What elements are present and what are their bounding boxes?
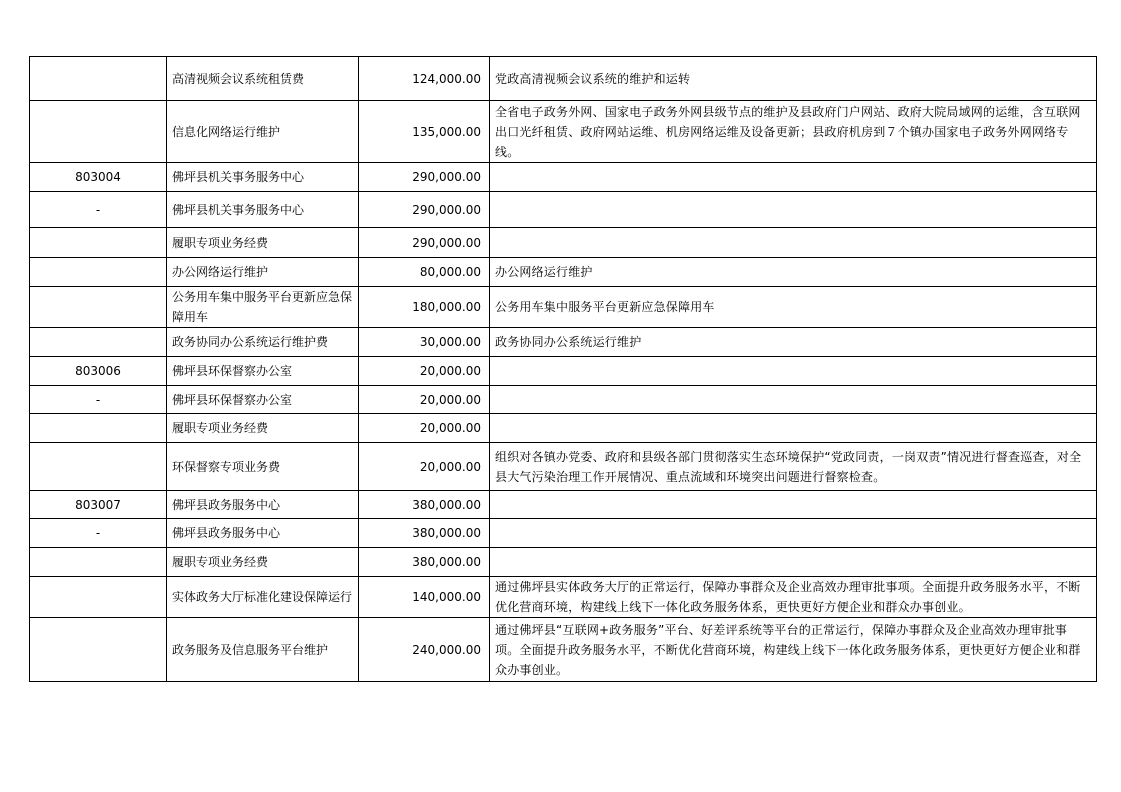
table-row <box>30 101 1097 163</box>
description-cell <box>490 357 1097 386</box>
description-cell <box>490 228 1097 258</box>
table-row <box>30 414 1097 443</box>
project-code-cell: 803006 <box>30 357 167 386</box>
table-row <box>30 328 1097 357</box>
amount-cell: 20,000.00 <box>359 414 490 443</box>
table-row <box>30 163 1097 192</box>
project-code-cell: - <box>30 386 167 414</box>
project-code-cell <box>30 258 167 287</box>
table-row <box>30 443 1097 491</box>
description-cell: 办公网络运行维护 <box>490 258 1097 287</box>
project-code-cell <box>30 577 167 618</box>
table-row <box>30 519 1097 548</box>
table-row <box>30 287 1097 328</box>
description-cell <box>490 414 1097 443</box>
amount-cell: 380,000.00 <box>359 519 490 548</box>
project-name-cell: 高清视频会议系统租赁费 <box>167 57 359 101</box>
project-code-cell <box>30 57 167 101</box>
table-row <box>30 386 1097 414</box>
project-name-cell: 佛坪县机关事务服务中心 <box>167 163 359 192</box>
amount-cell: 140,000.00 <box>359 577 490 618</box>
amount-cell: 124,000.00 <box>359 57 490 101</box>
amount-cell: 290,000.00 <box>359 192 490 228</box>
table-row <box>30 548 1097 577</box>
project-code-cell <box>30 618 167 682</box>
project-code-cell <box>30 228 167 258</box>
amount-cell: 30,000.00 <box>359 328 490 357</box>
project-name-cell: 公务用车集中服务平台更新应急保障用车 <box>167 287 359 328</box>
table-row <box>30 618 1097 682</box>
table-row <box>30 357 1097 386</box>
amount-cell: 290,000.00 <box>359 163 490 192</box>
project-name-cell: 政务协同办公系统运行维护费 <box>167 328 359 357</box>
description-cell <box>490 548 1097 577</box>
table-row <box>30 228 1097 258</box>
project-code-cell <box>30 443 167 491</box>
project-name-cell: 佛坪县政务服务中心 <box>167 519 359 548</box>
project-name-cell: 办公网络运行维护 <box>167 258 359 287</box>
amount-cell: 20,000.00 <box>359 386 490 414</box>
project-name-cell: 实体政务大厅标准化建设保障运行 <box>167 577 359 618</box>
project-name-cell: 佛坪县环保督察办公室 <box>167 357 359 386</box>
description-cell: 公务用车集中服务平台更新应急保障用车 <box>490 287 1097 328</box>
description-cell <box>490 519 1097 548</box>
description-cell: 通过佛坪县实体政务大厅的正常运行，保障办事群众及企业高效办理审批事项。全面提升政务服务水平，不断优化营商环境，构建线上线下一体化政务服务体系，更快更好方便企业和群众办事创业。 <box>490 577 1097 618</box>
project-code-cell <box>30 287 167 328</box>
project-code-cell <box>30 548 167 577</box>
description-cell: 组织对各镇办党委、政府和县级各部门贯彻落实生态环境保护“党政同责，一岗双责”情况进行督查巡查，对全县大气污染治理工作开展情况、重点流域和环境突出问题进行督察检查。 <box>490 443 1097 491</box>
amount-cell: 135,000.00 <box>359 101 490 163</box>
project-code-cell <box>30 414 167 443</box>
project-code-cell <box>30 101 167 163</box>
project-code-cell <box>30 328 167 357</box>
description-cell <box>490 491 1097 519</box>
project-code-cell: - <box>30 192 167 228</box>
project-name-cell: 环保督察专项业务费 <box>167 443 359 491</box>
amount-cell: 240,000.00 <box>359 618 490 682</box>
amount-cell: 80,000.00 <box>359 258 490 287</box>
description-cell <box>490 192 1097 228</box>
budget-table <box>29 56 1097 682</box>
amount-cell: 380,000.00 <box>359 491 490 519</box>
project-code-cell: - <box>30 519 167 548</box>
table-row <box>30 491 1097 519</box>
description-cell: 通过佛坪县“互联网+政务服务”平台、好差评系统等平台的正常运行，保障办事群众及企业高效办理审批事项。全面提升政务服务水平，不断优化营商环境，构建线上线下一体化政务服务体系，更快更好方便企业和群众办事创业。 <box>490 618 1097 682</box>
project-name-cell: 履职专项业务经费 <box>167 228 359 258</box>
description-cell <box>490 163 1097 192</box>
project-name-cell: 信息化网络运行维护 <box>167 101 359 163</box>
table-row <box>30 258 1097 287</box>
project-code-cell: 803007 <box>30 491 167 519</box>
description-cell <box>490 386 1097 414</box>
project-code-cell: 803004 <box>30 163 167 192</box>
project-name-cell: 履职专项业务经费 <box>167 414 359 443</box>
table-row <box>30 577 1097 618</box>
project-name-cell: 佛坪县环保督察办公室 <box>167 386 359 414</box>
amount-cell: 290,000.00 <box>359 228 490 258</box>
project-name-cell: 政务服务及信息服务平台维护 <box>167 618 359 682</box>
project-name-cell: 佛坪县政务服务中心 <box>167 491 359 519</box>
amount-cell: 180,000.00 <box>359 287 490 328</box>
amount-cell: 20,000.00 <box>359 443 490 491</box>
amount-cell: 20,000.00 <box>359 357 490 386</box>
project-name-cell: 佛坪县机关事务服务中心 <box>167 192 359 228</box>
description-cell: 全省电子政务外网、国家电子政务外网县级节点的维护及县政府门户网站、政府大院局域网的运维，含互联网出口光纤租赁、政府网站运维、机房网络运维及设备更新；县政府机房到７个镇办国家电子政务外网网络专线。 <box>490 101 1097 163</box>
amount-cell: 380,000.00 <box>359 548 490 577</box>
description-cell: 政务协同办公系统运行维护 <box>490 328 1097 357</box>
table-row <box>30 192 1097 228</box>
project-name-cell: 履职专项业务经费 <box>167 548 359 577</box>
description-cell: 党政高清视频会议系统的维护和运转 <box>490 57 1097 101</box>
table-row <box>30 57 1097 101</box>
